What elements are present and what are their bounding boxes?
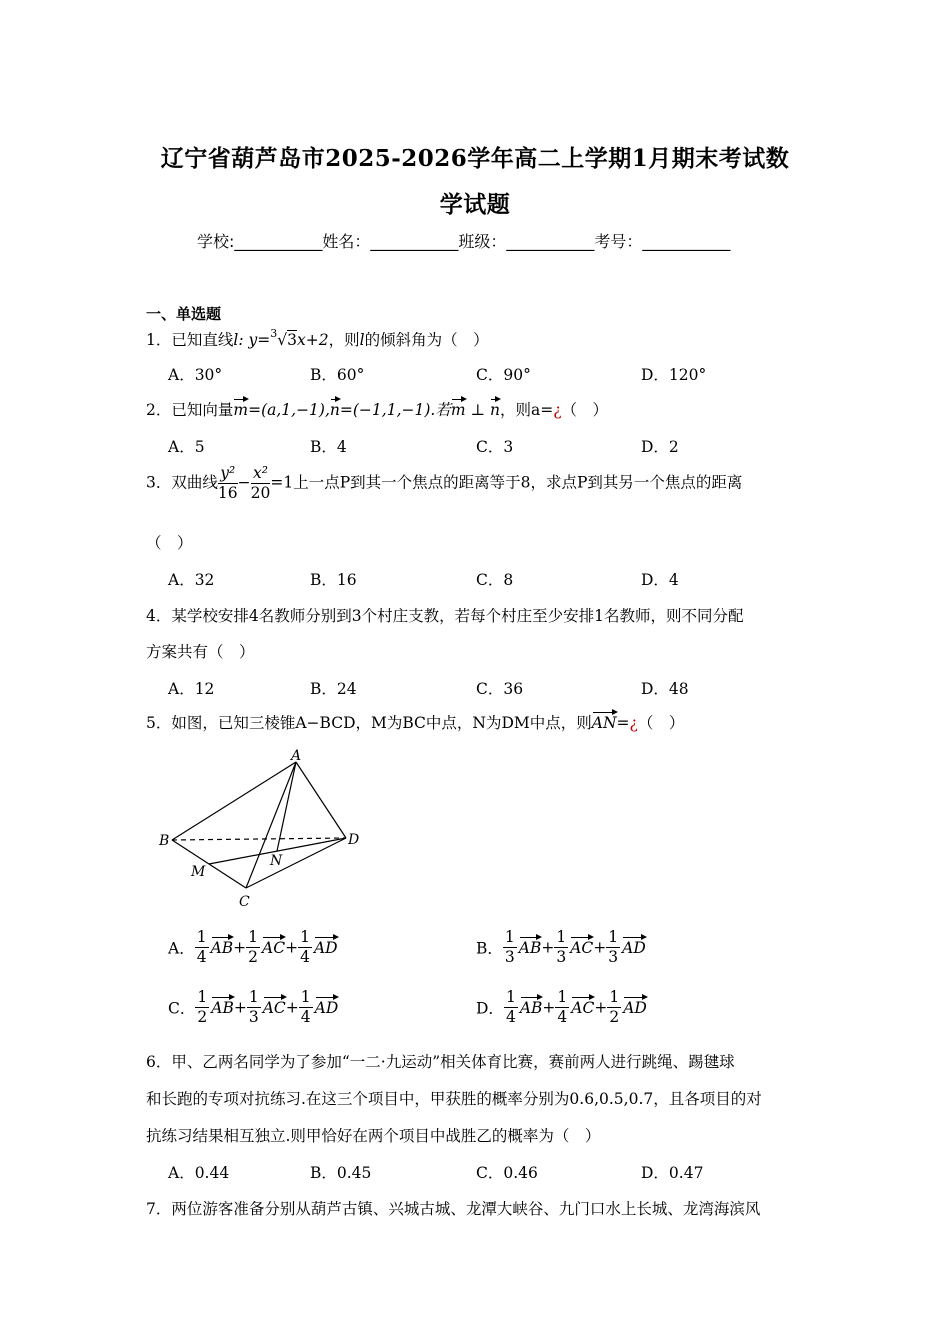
vector-term: AD bbox=[313, 938, 338, 957]
label-b: B bbox=[159, 833, 170, 849]
vector-term: AB bbox=[518, 938, 542, 957]
question-7-line1: 7．两位游客准备分别从葫芦古镇、兴城古城、龙潭大峡谷、九门口水上长城、龙湾海滨风 bbox=[146, 1200, 761, 1218]
q5-option-b[interactable] bbox=[476, 930, 646, 965]
q1-option-d[interactable]: D．120° bbox=[641, 366, 707, 384]
q4-option-b[interactable]: B．24 bbox=[310, 680, 357, 698]
label-d: D bbox=[348, 832, 360, 848]
question-3: 3．双曲线 $\frac{\text{y²}}{16}$ − $\frac{\text{x²}}{20}$ =1上一点P到其一个焦点的距离等于8，求点P到其另一个焦点的距离 bbox=[146, 464, 743, 502]
q3-option-c[interactable]: C．8 bbox=[476, 571, 514, 589]
coefficient: $\frac{1}{3}$ bbox=[248, 988, 259, 1026]
coefficient: $\frac{1}{2}$ bbox=[197, 988, 208, 1026]
student-info-fields: 学校:___________姓名：___________班级：___________考号：___________ bbox=[197, 232, 731, 251]
vector-term: AD bbox=[314, 998, 339, 1017]
q6-option-c[interactable]: C．0.46 bbox=[476, 1164, 538, 1182]
q5-option-d[interactable] bbox=[476, 990, 647, 1025]
coefficient: $\frac{1}{4}$ bbox=[196, 928, 207, 966]
q3-option-b[interactable]: B．16 bbox=[310, 571, 357, 589]
label-m: M bbox=[191, 864, 206, 880]
option-label: B． bbox=[476, 939, 503, 958]
q1-option-b[interactable]: B．60° bbox=[310, 366, 365, 384]
question-3-paren: （ ） bbox=[146, 534, 193, 552]
question-5: 5．如图，已知三棱锥A−BCD，M为BC中点，N为DM中点，则AN=¿（ ） bbox=[146, 714, 685, 732]
question-1: 1．已知直线l: y=$^3$√3x+2，则l的倾斜角为（ ） bbox=[146, 327, 489, 349]
coefficient: $\frac{1}{4}$ bbox=[557, 988, 568, 1026]
question-6-line1: 6．甲、乙两名同学为了参加“一二·九运动”相关体育比赛，赛前两人进行跳绳、踢毽球 bbox=[146, 1053, 735, 1071]
q1-option-c[interactable]: C．90° bbox=[476, 366, 531, 384]
vector-term: AB bbox=[210, 938, 234, 957]
coefficient: $\frac{1}{3}$ bbox=[556, 928, 567, 966]
vector-term: AB bbox=[211, 998, 234, 1017]
segment-an bbox=[277, 762, 296, 851]
edge-ad bbox=[296, 762, 346, 838]
vector-term: AC bbox=[570, 938, 594, 957]
tetrahedron-figure bbox=[150, 748, 380, 913]
label-c: C bbox=[239, 894, 250, 910]
q4-option-c[interactable]: C．36 bbox=[476, 680, 524, 698]
q4-option-d[interactable]: D．48 bbox=[641, 680, 689, 698]
page-title-line1: 辽宁省葫芦岛市2025-2026学年高二上学期1月期末考试数 bbox=[160, 145, 790, 172]
section-heading: 一、单选题 bbox=[146, 305, 222, 323]
vector-term: AC bbox=[262, 998, 286, 1017]
question-4-line2: 方案共有（ ） bbox=[146, 643, 255, 661]
plus-sign: + bbox=[541, 938, 555, 957]
coefficient: $\frac{1}{4}$ bbox=[300, 988, 311, 1026]
edge-cd bbox=[246, 838, 346, 888]
option-label: C． bbox=[168, 999, 196, 1018]
option-label: A． bbox=[168, 939, 195, 958]
q2-option-d[interactable]: D．2 bbox=[641, 438, 679, 456]
question-2: 2．已知向量m=(a,1,−1),n=(−1,1,−1).若m ⊥ n，则a=¿（ ） bbox=[146, 401, 609, 419]
coefficient: $\frac{1}{4}$ bbox=[300, 928, 310, 966]
q5-option-c[interactable] bbox=[168, 990, 338, 1025]
vector-term: AC bbox=[571, 998, 595, 1017]
vector-term: AB bbox=[519, 998, 543, 1017]
plus-sign: + bbox=[285, 938, 299, 957]
question-6-line3: 抗练习结果相互独立.则甲恰好在两个项目中战胜乙的概率为（ ） bbox=[146, 1127, 601, 1145]
q2-option-c[interactable]: C．3 bbox=[476, 438, 514, 456]
coefficient: $\frac{1}{2}$ bbox=[248, 928, 259, 966]
vector-term: AC bbox=[262, 938, 286, 957]
question-4-line1: 4．某学校安排4名教师分别到3个村庄支教，若每个村庄至少安排1名教师，则不同分配 bbox=[146, 607, 744, 625]
q4-option-a[interactable]: A．12 bbox=[168, 680, 215, 698]
label-a: A bbox=[291, 748, 302, 764]
plus-sign: + bbox=[593, 938, 607, 957]
edge-bd-hidden bbox=[172, 838, 346, 840]
coefficient: $\frac{1}{2}$ bbox=[609, 988, 620, 1026]
page-title-line2: 学试题 bbox=[439, 191, 511, 218]
coefficient: $\frac{1}{4}$ bbox=[505, 988, 516, 1026]
vector-term: AD bbox=[623, 998, 647, 1017]
q3-option-d[interactable]: D．4 bbox=[641, 571, 679, 589]
plus-sign: + bbox=[233, 998, 247, 1017]
edge-ac bbox=[246, 762, 296, 888]
plus-sign: + bbox=[542, 998, 556, 1017]
q2-option-a[interactable]: A．5 bbox=[168, 438, 205, 456]
q6-option-b[interactable]: B．0.45 bbox=[310, 1164, 372, 1182]
question-6-line2: 和长跑的专项对抗练习.在这三个项目中，甲获胜的概率分别为0.6,0.5,0.7，且各项目的对 bbox=[146, 1090, 762, 1108]
coefficient: $\frac{1}{3}$ bbox=[504, 928, 515, 966]
q3-option-a[interactable]: A．32 bbox=[168, 571, 215, 589]
coefficient: $\frac{1}{3}$ bbox=[608, 928, 619, 966]
option-label: D． bbox=[476, 999, 504, 1018]
edge-ab bbox=[172, 762, 296, 840]
q1-option-a[interactable]: A．30° bbox=[168, 366, 223, 384]
q5-option-a[interactable] bbox=[168, 930, 338, 965]
vector-term: AD bbox=[622, 938, 646, 957]
q2-option-b[interactable]: B．4 bbox=[310, 438, 347, 456]
plus-sign: + bbox=[233, 938, 247, 957]
plus-sign: + bbox=[285, 998, 299, 1017]
label-n: N bbox=[270, 853, 283, 869]
q6-option-d[interactable]: D．0.47 bbox=[641, 1164, 704, 1182]
q6-option-a[interactable]: A．0.44 bbox=[168, 1164, 230, 1182]
plus-sign: + bbox=[594, 998, 608, 1017]
